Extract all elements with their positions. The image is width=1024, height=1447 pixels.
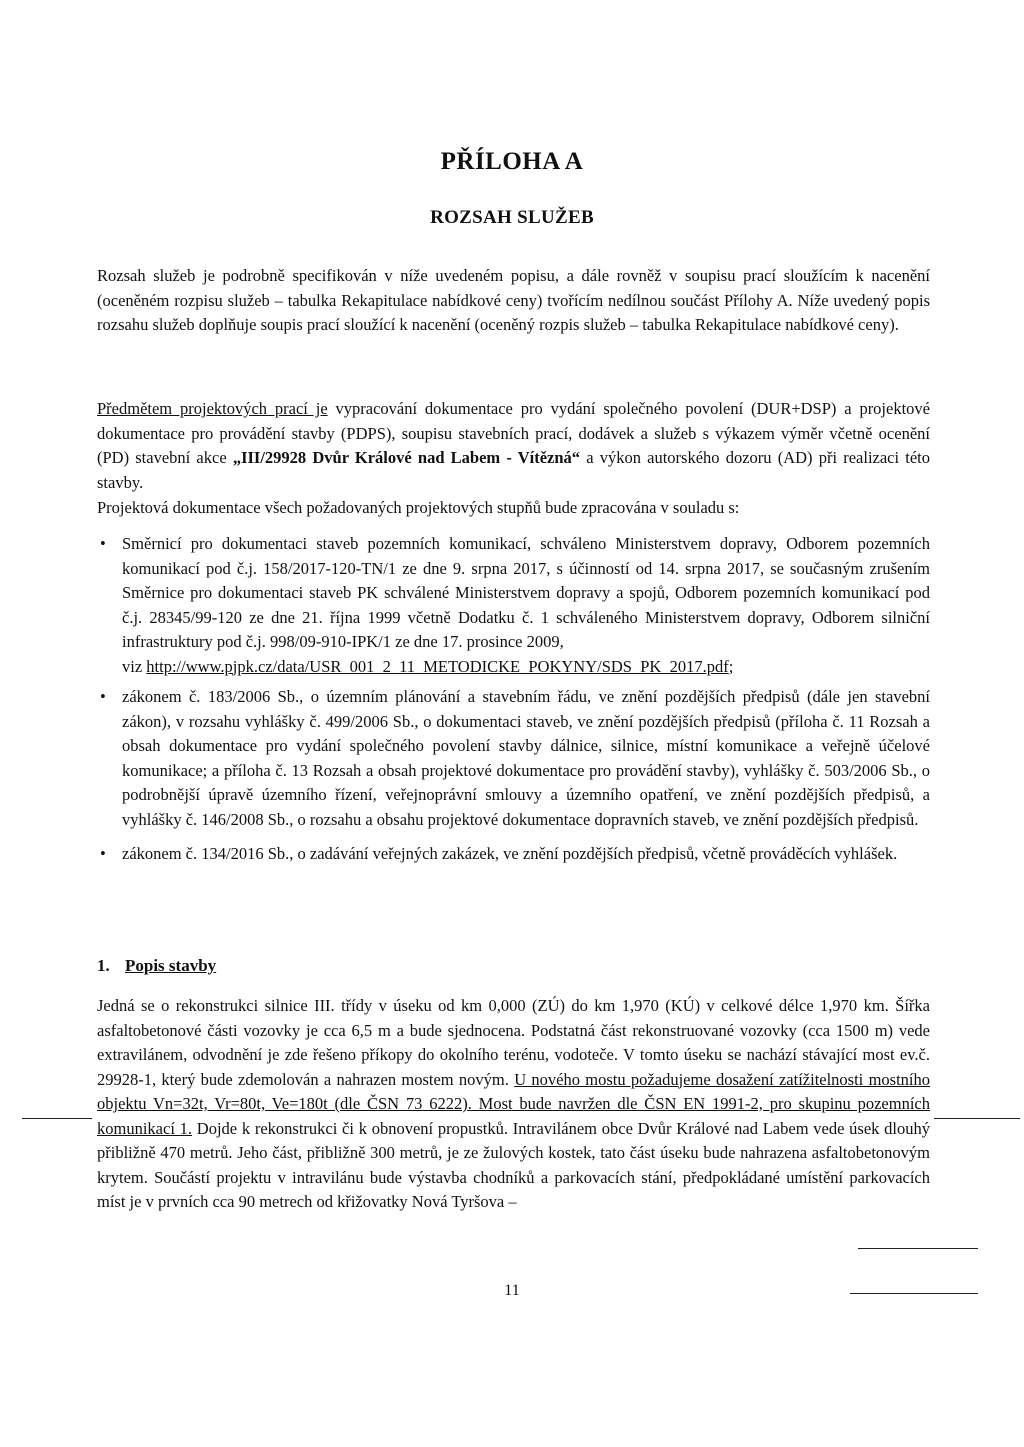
margin-rule xyxy=(22,1118,92,1119)
project-name: „III/29928 Dvůr Králové nad Labem - Vítězná“ xyxy=(232,448,581,467)
subject-paragraph xyxy=(97,397,930,495)
list-item-text: zákonem č. 134/2016 Sb., o zadávání veřejných zakázek, ve znění pozdějších předpisů, včetně prováděcích vyhlášek. xyxy=(122,844,898,863)
page-number: 11 xyxy=(504,1282,520,1299)
section-paragraph xyxy=(97,994,930,1215)
intro-paragraph: Rozsah služeb je podrobně specifikován v níže uvedeném popisu, a dále rovněž v soupisu prací sloužícím k nacenění (oceněném rozpisu služeb – tabulka Rekapitulace nabídkové ceny) tvořícím nedílnou součást Přílohy A. Níže uvedený popis rozsahu služeb doplňuje soupis prací sloužící k nacenění (oceněný rozpis služeb – tabulka Rekapitulace nabídkové ceny). xyxy=(97,266,930,334)
list-item-text: Směrnicí pro dokumentaci staveb pozemních komunikací, schváleno Ministerstvem dopravy, Odborem pozemních komunikací pod č.j. 158/2017-120-TN/1 ze dne 9. srpna 2017, s účinností od 14. srpna 2017, se současným zrušením Směrnice pro dokumentaci staveb PK schválené Ministerstvem dopravy a spojů, Odborem pozemních komunikací pod č.j. 28345/99-120 ze dne 21. října 1999 včetně Dodatku č. 1 schváleného Ministerstvem dopravy, Odborem silniční infrastruktury pod č.j. 998/09-910-IPK/1 ze dne 17. prosince 2009, xyxy=(122,534,930,651)
compliance-list xyxy=(97,532,930,867)
list-item xyxy=(97,532,930,679)
methodology-link[interactable]: http://www.pjpk.cz/data/USR_001_2_11_METODICKE_POKYNY/SDS_PK_2017.pdf xyxy=(146,656,729,676)
subject-text: vypracování dokumentace pro vydání společného povolení (DUR+DSP) a projektové dokumentace pro provádění stavby (PDPS), soupisu stavebních prací, dodávek a služeb s výkazem výměr včetně ocenění (PD) stavební akce xyxy=(97,399,930,467)
list-item-text: zákonem č. 183/2006 Sb., o územním plánování a stavebním řádu, ve znění pozdějších předpisů (dále jen stavební zákon), v rozsahu vyhlášky č. 499/2006 Sb., o dokumentaci staveb, ve znění pozdějších předpisů (příloha č. 11 Rozsah a obsah dokumentace pro vydání společného povolení stavby dálnice, silnice, místní komunikace a veřejně účelové komunikace; a příloha č. 13 Rozsah a obsah projektové dokumentace pro provádění stavby), vyhlášky č. 503/2006 Sb., o podrobnější úpravě územního řízení, veřejnoprávní smlouvy a územního opatření, ve znění pozdějších předpisů, a vyhlášky č. 146/2008 Sb., o rozsahu a obsahu projektové dokumentace dopravních staveb, ve znění pozdějších předpisů. xyxy=(122,687,930,829)
link-prefix: viz xyxy=(122,656,147,676)
compliance-intro: Projektová dokumentace všech požadovaných projektových stupňů bude zpracována v souladu s: xyxy=(97,498,740,517)
link-suffix: ; xyxy=(728,656,734,676)
section-text-a: Jedná se o rekonstrukci silnice III. třídy v úseku od km 0,000 (ZÚ) do km 1,970 (KÚ) v celkové délce 1,970 km. Šířka asfaltobetonové části vozovky je cca 6,5 m a bude sjednocena. Podstatná část rekonstruované vozovky (cca 1500 m) vede extravilánem, odvodnění je zde řešeno příkopy do okolního terénu, vodoteče. V tomto úseku se nachází stávající most ev.č. 29928-1, který bude zdemolován a nahrazen mostem novým. xyxy=(97,996,930,1089)
list-item xyxy=(97,842,930,867)
section-number: 1. xyxy=(97,956,110,975)
bullet-icon: • xyxy=(100,844,106,863)
subject-text-end: a výkon autorského dozoru (AD) při realizaci této stavby. xyxy=(97,448,931,492)
page-subtitle: ROZSAH SLUŽEB xyxy=(430,207,594,228)
section-text-b: Dojde k rekonstrukci či k obnovení propustků. Intravilánem obce Dvůr Králové nad Labem vede úsek dlouhý přibližně 470 metrů. Jeho část, přibližně 300 metrů, je ze žulových kostek, tato část úseku bude nahrazena asfaltobetonovým krytem. Součástí projektu v intravilánu bude výstavba chodníků a parkovacích stání, předpokládané umístění parkovacích míst je v prvních cca 90 metrech od křižovatky Nová Tyršova – xyxy=(97,1118,930,1211)
bullet-icon: • xyxy=(100,687,106,706)
page-title: PŘÍLOHA A xyxy=(440,148,584,175)
margin-rule xyxy=(934,1118,1020,1119)
bullet-icon: • xyxy=(100,534,106,553)
list-item xyxy=(97,685,930,832)
footer-rule xyxy=(858,1248,978,1249)
section-heading xyxy=(97,956,216,976)
bridge-requirements: U nového mostu požadujeme dosažení zatížitelnosti mostního objektu Vn=32t, Vr=80t, Ve=180t (dle ČSN 73 6222). Most bude navržen dle ČSN EN 1991-2, pro skupinu pozemních komunikací 1. xyxy=(97,1069,930,1138)
subject-lead: Předmětem projektových prací je xyxy=(97,399,328,418)
section-label: Popis stavby xyxy=(125,956,217,975)
